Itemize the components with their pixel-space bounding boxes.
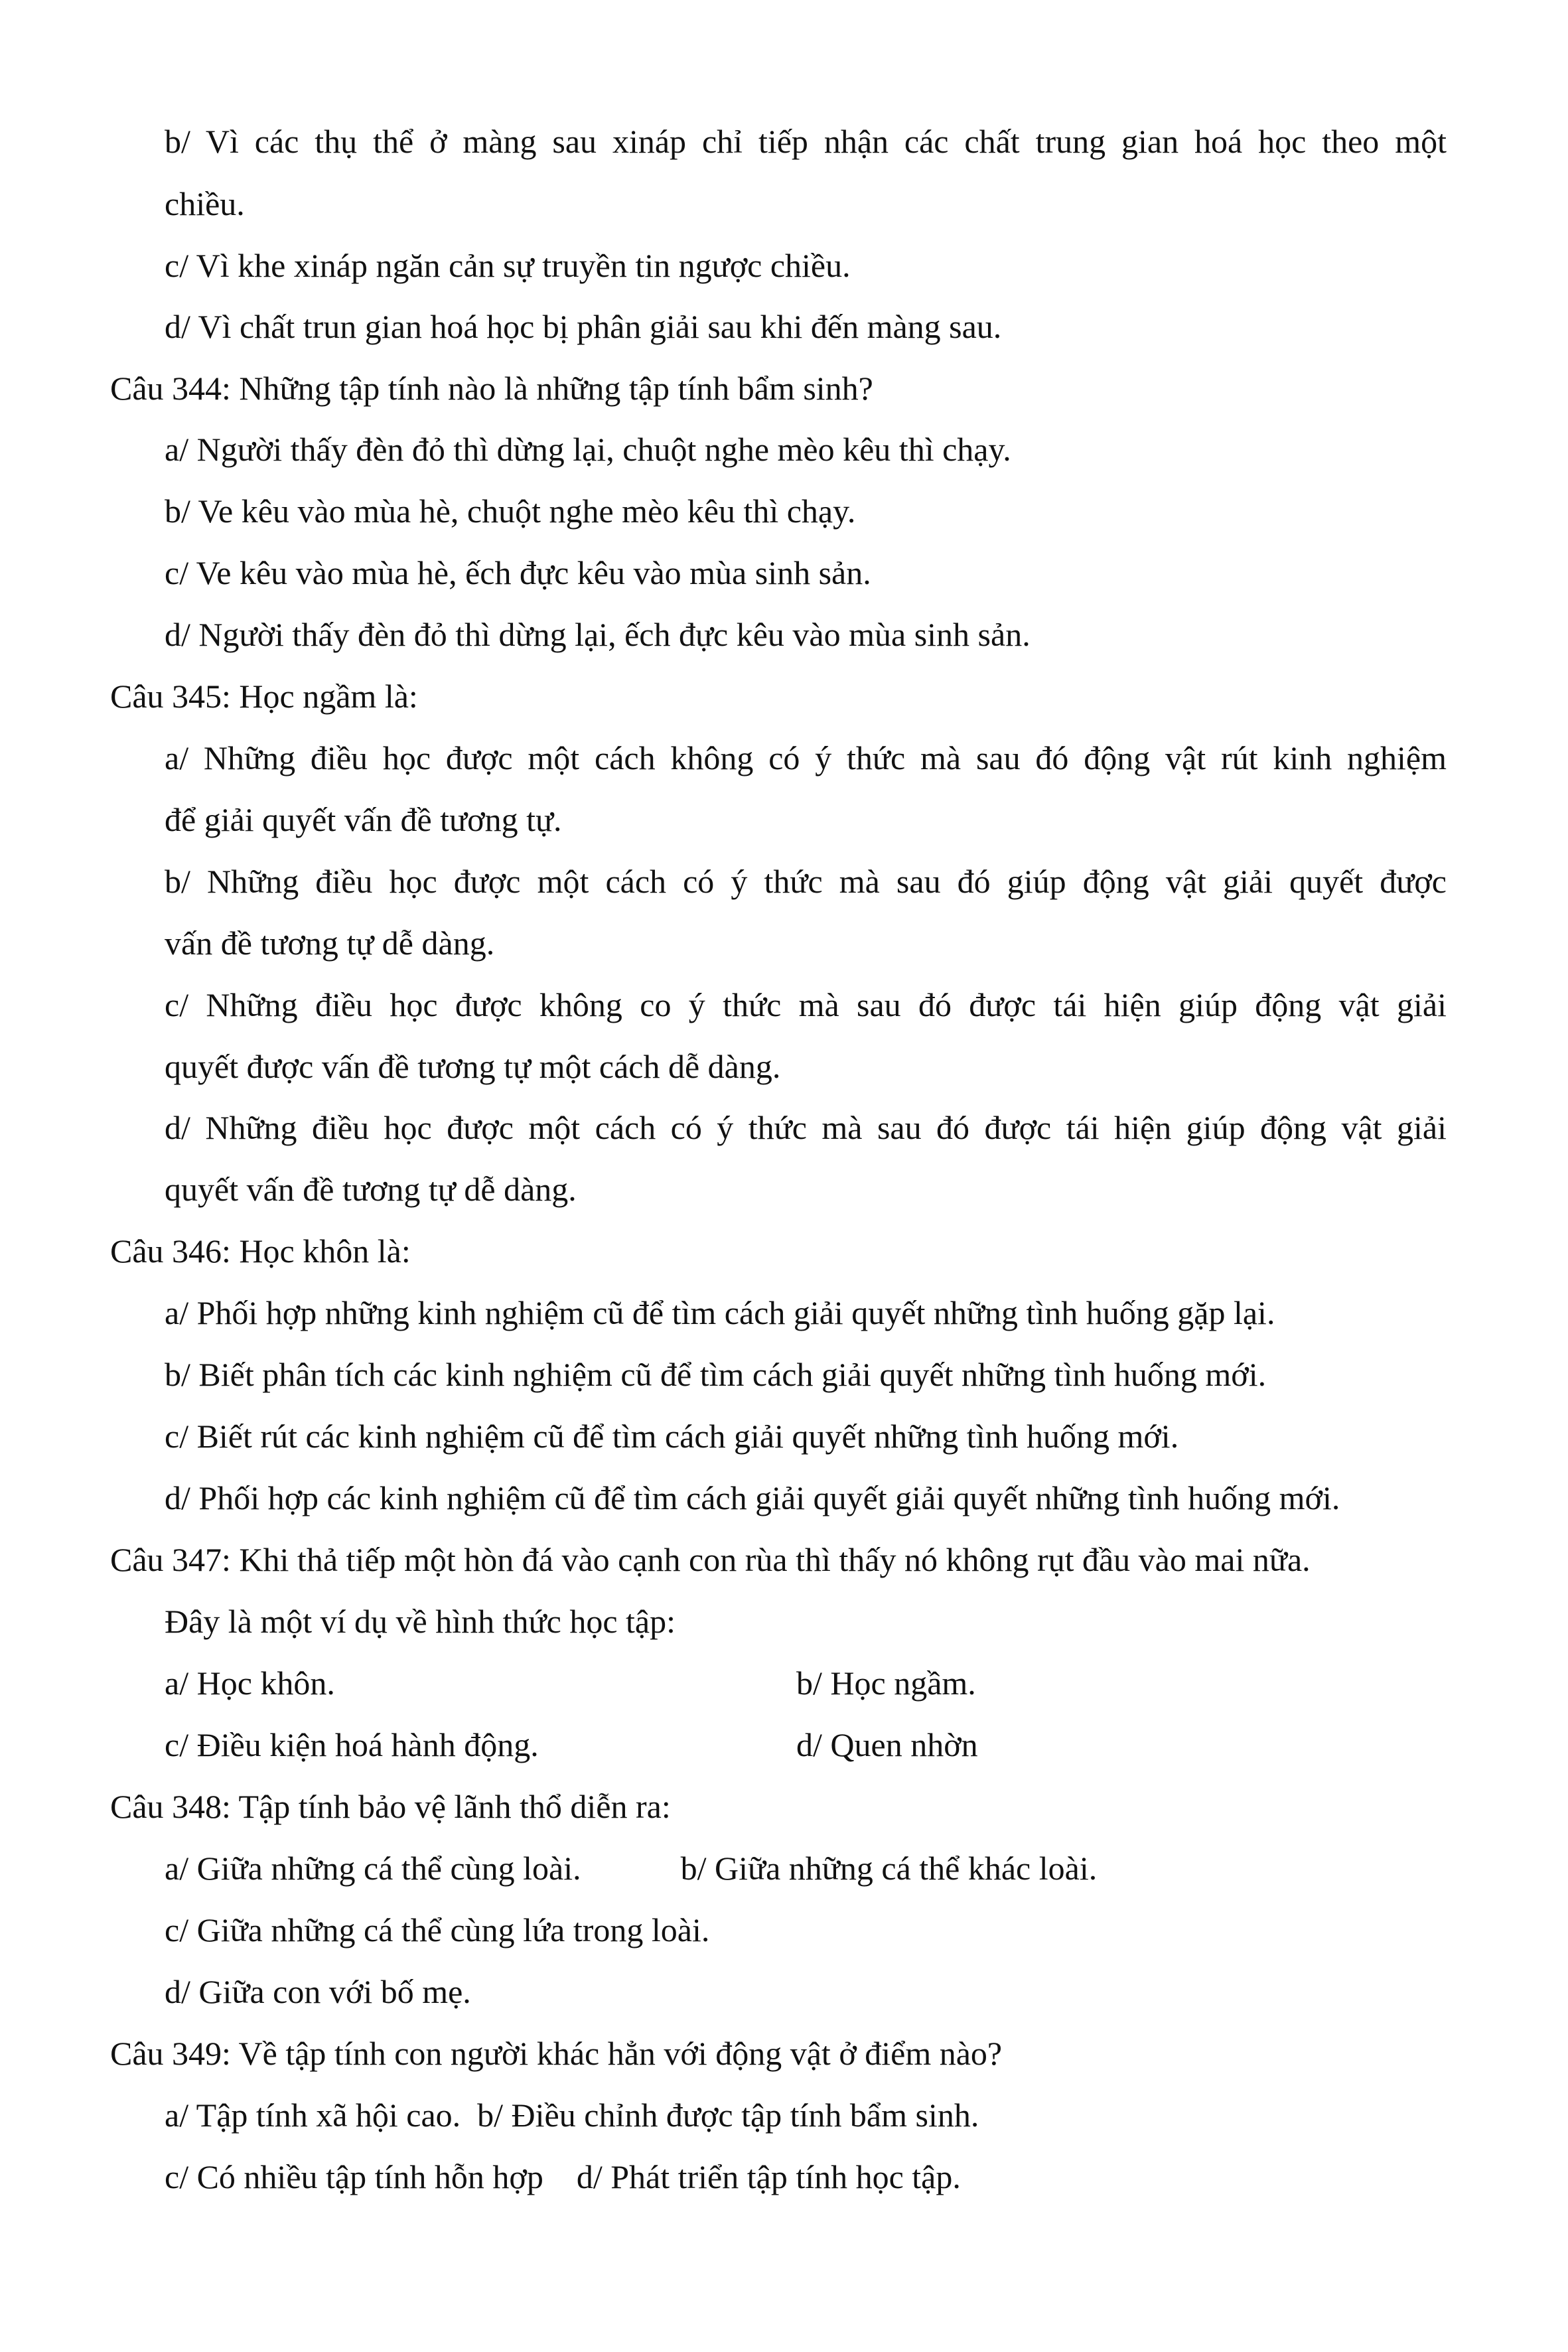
answer-344-c: c/ Ve kêu vào mùa hè, ếch đực kêu vào mùa sinh sản. — [165, 554, 871, 591]
question-348: Câu 348: Tập tính bảo vệ lãnh thổ diễn ra: — [110, 1788, 671, 1825]
question-349: Câu 349: Về tập tính con người khác hẳn với động vật ở điểm nào? — [110, 2035, 1003, 2072]
question-346: Câu 346: Học khôn là: — [110, 1232, 411, 1270]
answer-347-a: a/ Học khôn. — [165, 1664, 335, 1702]
answer-343-c: c/ Vì khe xináp ngăn cản sự truyền tin ngược chiều. — [165, 247, 851, 284]
answer-347-b: b/ Học ngầm. — [796, 1664, 976, 1702]
answer-346-a: a/ Phối hợp những kinh nghiệm cũ để tìm cách giải quyết những tình huống gặp lại. — [165, 1294, 1275, 1331]
question-347-line-1: Câu 347: Khi thả tiếp một hòn đá vào cạnh con rùa thì thấy nó không rụt đầu vào mai nữa. — [110, 1541, 1311, 1578]
answer-349-a-b: a/ Tập tính xã hội cao. b/ Điều chỉnh được tập tính bẩm sinh. — [165, 2096, 979, 2134]
answer-343-d: d/ Vì chất trun gian hoá học bị phân giải sau khi đến màng sau. — [165, 308, 1002, 345]
answer-345-a-line-2: để giải quyết vấn đề tương tự. — [165, 801, 562, 838]
answer-344-d: d/ Người thấy đèn đỏ thì dừng lại, ếch đực kêu vào mùa sinh sản. — [165, 616, 1031, 653]
answer-343-b-line-1: b/ Vì các thụ thể ở màng sau xináp chỉ tiếp nhận các chất trung gian hoá học theo một — [165, 123, 1447, 160]
answer-345-c-line-2: quyết được vấn đề tương tự một cách dễ dàng. — [165, 1048, 781, 1085]
answer-346-c: c/ Biết rút các kinh nghiệm cũ để tìm cách giải quyết những tình huống mới. — [165, 1418, 1179, 1455]
answer-345-a-line-1: a/ Những điều học được một cách không có ý thức mà sau đó động vật rút kinh nghiệm — [165, 739, 1447, 776]
answer-346-b: b/ Biết phân tích các kinh nghiệm cũ để tìm cách giải quyết những tình huống mới. — [165, 1356, 1267, 1393]
answer-343-b-line-2: chiều. — [165, 185, 245, 222]
answer-348-d: d/ Giữa con với bố mẹ. — [165, 1973, 471, 2010]
answer-345-d-line-2: quyết vấn đề tương tự dễ dàng. — [165, 1171, 577, 1208]
question-347-line-2: Đây là một ví dụ về hình thức học tập: — [165, 1603, 676, 1640]
answer-345-b-line-2: vấn đề tương tự dễ dàng. — [165, 924, 495, 962]
answer-345-d-line-1: d/ Những điều học được một cách có ý thức mà sau đó được tái hiện giúp động vật giải — [165, 1109, 1447, 1146]
answer-346-d: d/ Phối hợp các kinh nghiệm cũ để tìm cách giải quyết giải quyết những tình huống mới. — [165, 1479, 1340, 1516]
question-345: Câu 345: Học ngầm là: — [110, 678, 418, 715]
answer-345-c-line-1: c/ Những điều học được không co ý thức mà sau đó được tái hiện giúp động vật giải — [165, 986, 1447, 1023]
answer-345-b-line-1: b/ Những điều học được một cách có ý thức mà sau đó giúp động vật giải quyết được — [165, 863, 1447, 900]
answer-344-b: b/ Ve kêu vào mùa hè, chuột nghe mèo kêu thì chạy. — [165, 492, 856, 530]
question-344: Câu 344: Những tập tính nào là những tập tính bẩm sinh? — [110, 370, 873, 407]
answer-349-c-d: c/ Có nhiều tập tính hỗn hợp d/ Phát triển tập tính học tập. — [165, 2158, 961, 2195]
answer-344-a: a/ Người thấy đèn đỏ thì dừng lại, chuột nghe mèo kêu thì chạy. — [165, 431, 1011, 468]
answer-347-c: c/ Điều kiện hoá hành động. — [165, 1726, 539, 1763]
answer-347-d: d/ Quen nhờn — [796, 1726, 978, 1763]
answer-348-a-b: a/ Giữa những cá thể cùng loài. b/ Giữa những cá thể khác loài. — [165, 1850, 1098, 1887]
answer-348-c: c/ Giữa những cá thể cùng lứa trong loài. — [165, 1911, 710, 1948]
